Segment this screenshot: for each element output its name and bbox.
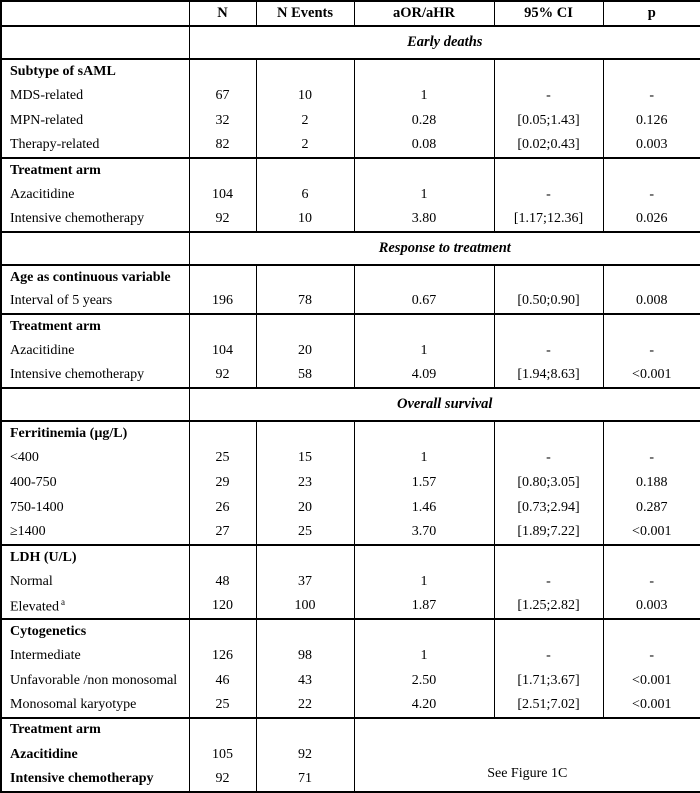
empty-cell <box>1 388 189 421</box>
n-value: 104 <box>189 339 256 364</box>
row-label <box>1 742 189 767</box>
n-value <box>189 421 256 446</box>
n-events-value: 10 <box>256 84 354 109</box>
row-label <box>1 594 189 619</box>
section-header-row <box>1 421 700 446</box>
aor-ahr-value <box>354 314 494 339</box>
aor-ahr-value: 0.67 <box>354 290 494 315</box>
n-value: 32 <box>189 108 256 133</box>
row-label-text: Azacitidine <box>10 343 75 359</box>
band-title: Early deaths <box>189 26 700 59</box>
ci-value: [0.50;0.90] <box>494 290 603 315</box>
p-value <box>603 545 700 570</box>
data-row <box>1 693 700 718</box>
data-row <box>1 290 700 315</box>
table-body <box>1 26 700 792</box>
n-value: 126 <box>189 643 256 668</box>
ci-value: [0.80;3.05] <box>494 471 603 496</box>
data-row <box>1 446 700 471</box>
aor-ahr-value: 1 <box>354 643 494 668</box>
column-header: p <box>603 1 700 26</box>
p-value <box>603 59 700 84</box>
ci-value: [1.17;12.36] <box>494 207 603 232</box>
data-row <box>1 207 700 232</box>
ci-value <box>494 421 603 446</box>
row-label <box>1 569 189 594</box>
data-row <box>1 495 700 520</box>
row-label-text: Therapy-related <box>10 136 100 152</box>
ci-value <box>494 545 603 570</box>
n-value <box>189 265 256 290</box>
aor-ahr-value <box>354 158 494 183</box>
ci-value: - <box>494 446 603 471</box>
row-label-text: <400 <box>10 450 39 466</box>
data-row <box>1 339 700 364</box>
data-row <box>1 133 700 158</box>
n-value: 67 <box>189 84 256 109</box>
p-value: <0.001 <box>603 364 700 389</box>
row-label-text: Elevated <box>10 599 59 615</box>
aor-ahr-value: 1 <box>354 569 494 594</box>
section-header-row <box>1 265 700 290</box>
row-label-text: LDH (U/L) <box>10 549 77 565</box>
aor-ahr-value: 0.08 <box>354 133 494 158</box>
band-title: Overall survival <box>189 388 700 421</box>
n-events-value: 37 <box>256 569 354 594</box>
aor-ahr-value: 0.28 <box>354 108 494 133</box>
row-label-text: Intensive chemotherapy <box>10 367 145 383</box>
n-value: 82 <box>189 133 256 158</box>
row-label-text: Interval of 5 years <box>10 293 113 309</box>
row-label-text: Treatment arm <box>10 722 101 738</box>
n-events-value: 2 <box>256 133 354 158</box>
ci-value: - <box>494 339 603 364</box>
ci-value: [1.94;8.63] <box>494 364 603 389</box>
p-value: <0.001 <box>603 520 700 545</box>
n-value: 92 <box>189 207 256 232</box>
aor-ahr-value: 1.87 <box>354 594 494 619</box>
n-events-value: 23 <box>256 471 354 496</box>
p-value: 0.026 <box>603 207 700 232</box>
ci-value: [1.25;2.82] <box>494 594 603 619</box>
p-value <box>603 265 700 290</box>
empty-cell <box>1 26 189 59</box>
aor-ahr-value <box>354 421 494 446</box>
p-value <box>603 158 700 183</box>
row-label <box>1 718 189 743</box>
aor-ahr-value: 1 <box>354 339 494 364</box>
p-value: 0.126 <box>603 108 700 133</box>
aor-ahr-value: 1 <box>354 446 494 471</box>
n-events-value: 25 <box>256 520 354 545</box>
n-value: 48 <box>189 569 256 594</box>
n-events-value: 78 <box>256 290 354 315</box>
n-value: 27 <box>189 520 256 545</box>
section-header-row <box>1 718 700 743</box>
row-label-text: 400-750 <box>10 475 57 491</box>
n-events-value <box>256 314 354 339</box>
p-value <box>603 619 700 644</box>
section-header-row <box>1 314 700 339</box>
row-label <box>1 520 189 545</box>
n-events-value <box>256 545 354 570</box>
aor-ahr-value: 1.57 <box>354 471 494 496</box>
row-label <box>1 290 189 315</box>
row-label <box>1 108 189 133</box>
row-label-text: 750-1400 <box>10 499 64 515</box>
row-label-text: Treatment arm <box>10 319 101 335</box>
aor-ahr-value <box>354 59 494 84</box>
column-header: aOR/aHR <box>354 1 494 26</box>
data-row <box>1 569 700 594</box>
row-label-text: Subtype of sAML <box>10 63 116 79</box>
aor-ahr-value: 4.09 <box>354 364 494 389</box>
column-header: 95% CI <box>494 1 603 26</box>
aor-ahr-value: 1 <box>354 182 494 207</box>
row-label-text: ≥1400 <box>10 523 46 539</box>
see-figure-note: See Figure 1C <box>354 718 700 792</box>
row-label-text: Monosomal karyotype <box>10 696 137 712</box>
row-label-text: Unfavorable /non monosomal <box>10 672 178 688</box>
aor-ahr-value: 1 <box>354 84 494 109</box>
band-row <box>1 388 700 421</box>
n-events-value <box>256 59 354 84</box>
section-header-row <box>1 619 700 644</box>
footnote-marker: a <box>60 596 65 607</box>
n-events-value: 58 <box>256 364 354 389</box>
n-value: 25 <box>189 693 256 718</box>
n-events-value: 2 <box>256 108 354 133</box>
n-events-value: 100 <box>256 594 354 619</box>
p-value: <0.001 <box>603 693 700 718</box>
section-header-row <box>1 59 700 84</box>
n-value: 104 <box>189 182 256 207</box>
p-value: 0.003 <box>603 594 700 619</box>
ci-value: - <box>494 182 603 207</box>
ci-value <box>494 314 603 339</box>
ci-value: - <box>494 569 603 594</box>
row-label <box>1 495 189 520</box>
n-value <box>189 619 256 644</box>
n-value <box>189 718 256 743</box>
section-header-row <box>1 545 700 570</box>
row-label <box>1 545 189 570</box>
ci-value <box>494 158 603 183</box>
n-value: 26 <box>189 495 256 520</box>
row-label <box>1 446 189 471</box>
ci-value: [2.51;7.02] <box>494 693 603 718</box>
p-value <box>603 421 700 446</box>
ci-value: - <box>494 84 603 109</box>
band-title: Response to treatment <box>189 232 700 265</box>
row-label-text: Intensive chemotherapy <box>10 770 154 786</box>
p-value: 0.188 <box>603 471 700 496</box>
row-label <box>1 182 189 207</box>
n-value <box>189 545 256 570</box>
ci-value: [0.73;2.94] <box>494 495 603 520</box>
row-label-text: MPN-related <box>10 112 84 128</box>
row-label-text: Normal <box>10 573 53 589</box>
n-events-value: 43 <box>256 668 354 693</box>
row-label-text: Azacitidine <box>10 186 75 202</box>
data-row <box>1 471 700 496</box>
aor-ahr-value <box>354 265 494 290</box>
row-label-text: MDS-related <box>10 88 84 104</box>
aor-ahr-value: 3.80 <box>354 207 494 232</box>
p-value: - <box>603 339 700 364</box>
n-value: 92 <box>189 364 256 389</box>
row-label-text: Azacitidine <box>10 746 78 762</box>
band-row <box>1 232 700 265</box>
row-label-text: Ferritinemia (µg/L) <box>10 426 128 442</box>
n-value <box>189 314 256 339</box>
p-value: 0.008 <box>603 290 700 315</box>
p-value: <0.001 <box>603 668 700 693</box>
row-label <box>1 643 189 668</box>
data-row <box>1 594 700 619</box>
ci-value: - <box>494 643 603 668</box>
aor-ahr-value: 4.20 <box>354 693 494 718</box>
ci-value <box>494 59 603 84</box>
row-label-text: Age as continuous variable <box>10 269 171 285</box>
p-value: - <box>603 446 700 471</box>
data-row <box>1 108 700 133</box>
data-row <box>1 182 700 207</box>
p-value: - <box>603 569 700 594</box>
n-value: 29 <box>189 471 256 496</box>
data-row <box>1 84 700 109</box>
ci-value <box>494 619 603 644</box>
header-row <box>1 1 700 26</box>
row-label <box>1 693 189 718</box>
row-label <box>1 158 189 183</box>
ci-value <box>494 265 603 290</box>
data-row <box>1 643 700 668</box>
p-value <box>603 314 700 339</box>
section-header-row <box>1 158 700 183</box>
n-events-value <box>256 718 354 743</box>
row-label <box>1 767 189 792</box>
n-events-value: 15 <box>256 446 354 471</box>
ci-value: [1.89;7.22] <box>494 520 603 545</box>
aor-ahr-value: 3.70 <box>354 520 494 545</box>
n-events-value <box>256 158 354 183</box>
row-label-column-header <box>1 1 189 26</box>
row-label-text: Cytogenetics <box>10 623 87 639</box>
n-events-value: 10 <box>256 207 354 232</box>
n-value: 25 <box>189 446 256 471</box>
p-value: - <box>603 84 700 109</box>
row-label-text: Intermediate <box>10 647 81 663</box>
data-row <box>1 520 700 545</box>
row-label <box>1 133 189 158</box>
p-value: - <box>603 182 700 207</box>
row-label <box>1 364 189 389</box>
p-value: - <box>603 643 700 668</box>
band-row <box>1 26 700 59</box>
n-events-value: 92 <box>256 742 354 767</box>
aor-ahr-value <box>354 545 494 570</box>
aor-ahr-value: 1.46 <box>354 495 494 520</box>
row-label <box>1 471 189 496</box>
aor-ahr-value: 2.50 <box>354 668 494 693</box>
row-label-text: Treatment arm <box>10 162 101 178</box>
row-label <box>1 421 189 446</box>
n-value: 120 <box>189 594 256 619</box>
n-value: 46 <box>189 668 256 693</box>
n-value <box>189 158 256 183</box>
n-value: 92 <box>189 767 256 792</box>
row-label <box>1 207 189 232</box>
row-label <box>1 668 189 693</box>
row-label <box>1 339 189 364</box>
n-events-value: 98 <box>256 643 354 668</box>
column-header: N Events <box>256 1 354 26</box>
p-value: 0.287 <box>603 495 700 520</box>
row-label <box>1 619 189 644</box>
n-events-value: 71 <box>256 767 354 792</box>
n-events-value <box>256 421 354 446</box>
p-value: 0.003 <box>603 133 700 158</box>
aor-ahr-value <box>354 619 494 644</box>
n-value <box>189 59 256 84</box>
ci-value: [1.71;3.67] <box>494 668 603 693</box>
row-label <box>1 84 189 109</box>
n-events-value: 20 <box>256 495 354 520</box>
n-value: 196 <box>189 290 256 315</box>
n-events-value: 22 <box>256 693 354 718</box>
n-events-value <box>256 265 354 290</box>
row-label-text: Intensive chemotherapy <box>10 210 145 226</box>
ci-value: [0.02;0.43] <box>494 133 603 158</box>
row-label <box>1 314 189 339</box>
row-label <box>1 59 189 84</box>
table-header <box>1 1 700 26</box>
n-events-value <box>256 619 354 644</box>
n-events-value: 20 <box>256 339 354 364</box>
n-value: 105 <box>189 742 256 767</box>
data-row <box>1 364 700 389</box>
n-events-value: 6 <box>256 182 354 207</box>
ci-value: [0.05;1.43] <box>494 108 603 133</box>
data-row <box>1 668 700 693</box>
empty-cell <box>1 232 189 265</box>
row-label <box>1 265 189 290</box>
column-header: N <box>189 1 256 26</box>
